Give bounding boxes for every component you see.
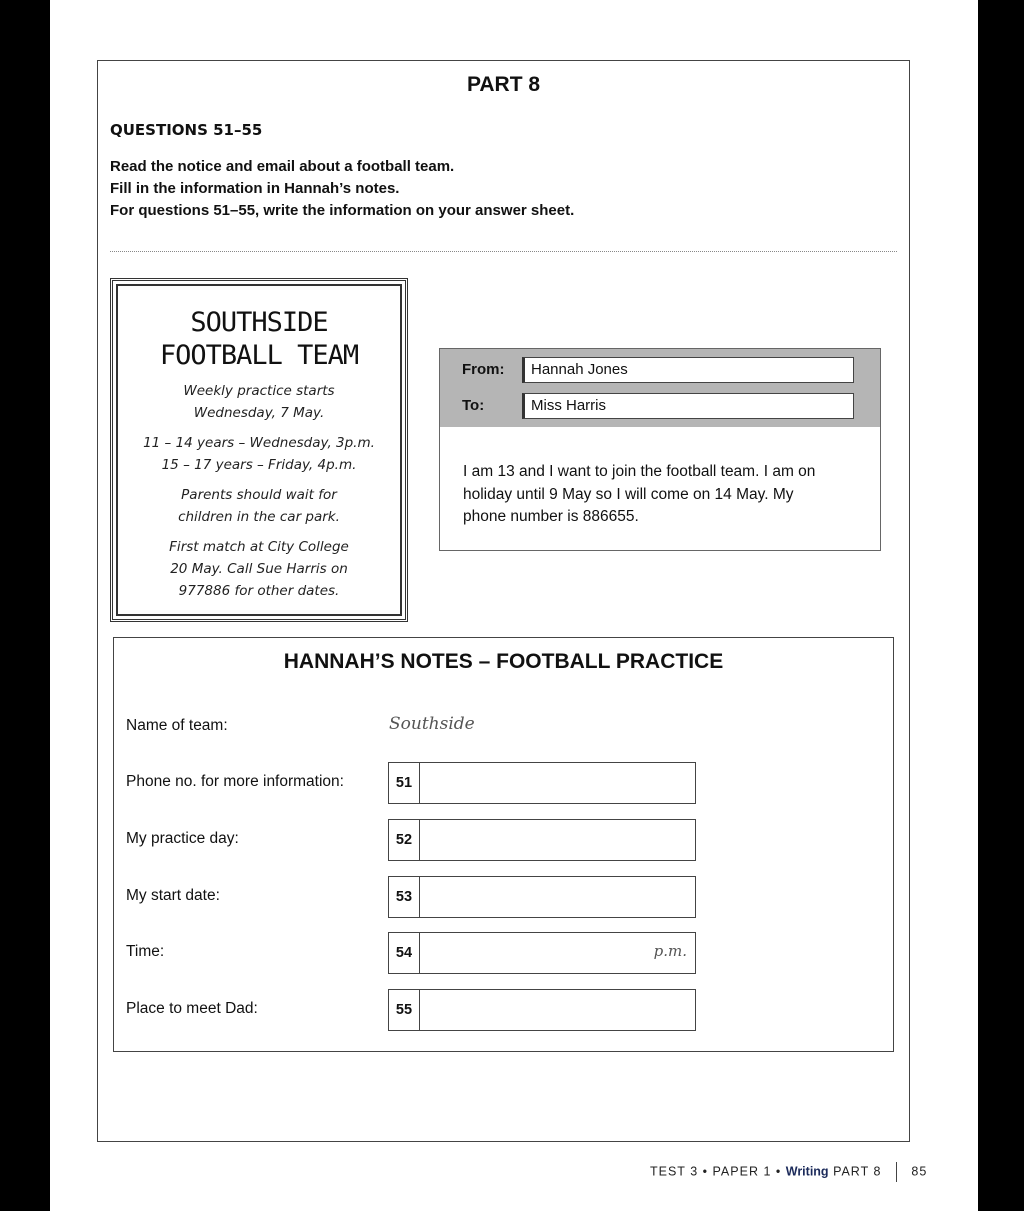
notes-title: HANNAH’S NOTES – FOOTBALL PRACTICE (283, 650, 724, 673)
notice-title: SOUTHSIDE FOOTBALL TEAM (159, 307, 359, 371)
notice-paragraph: First match at City College 20 May. Call Sue Harris on 977886 for other dates. (169, 539, 349, 599)
from-value: Hannah Jones (522, 357, 854, 383)
page-number: 85 (911, 1164, 928, 1179)
instructions (110, 156, 574, 222)
example-answer: Southside (389, 714, 475, 734)
question-frame (97, 60, 910, 1142)
answer-box-52[interactable] (388, 819, 696, 861)
note-row (126, 989, 726, 1031)
footer-part: PART 8 (833, 1164, 882, 1179)
note-label: Phone no. for more information: (126, 773, 344, 790)
footer-test: TEST 3 (650, 1164, 699, 1179)
football-notice (110, 278, 408, 622)
footer-paper: PAPER 1 (712, 1164, 772, 1179)
note-label: Name of team: (126, 717, 228, 734)
note-label: My practice day: (126, 830, 239, 847)
answer-suffix: p.m. (653, 942, 687, 960)
exam-page (50, 0, 978, 1211)
part-title: PART 8 (466, 73, 541, 96)
note-row (126, 819, 726, 861)
dotted-divider (110, 251, 897, 252)
instruction-line: Read the notice and email about a football team. (110, 158, 455, 175)
instruction-line: For questions 51–55, write the information on your answer sheet. (110, 202, 575, 219)
note-label: My start date: (126, 887, 220, 904)
hannahs-notes (113, 637, 894, 1052)
email-header (440, 349, 880, 427)
answer-box-53[interactable] (388, 876, 696, 918)
notice-paragraph: 11 – 14 years – Wednesday, 3p.m. 15 – 17 years – Friday, 4p.m. (143, 435, 375, 473)
answer-box-55[interactable] (388, 989, 696, 1031)
question-number: 53 (389, 877, 420, 917)
instruction-line: Fill in the information in Hannah’s notes. (110, 180, 400, 197)
email-body: I am 13 and I want to join the football team. I am on holiday until 9 May so I will come on 14 May. My phone number is 886655. (463, 463, 816, 525)
to-value: Miss Harris (522, 393, 854, 419)
email-box (439, 348, 881, 551)
bullet-icon: • (775, 1164, 782, 1179)
notice-paragraph: Weekly practice starts Wednesday, 7 May. (183, 383, 335, 421)
email-to-row (440, 393, 880, 419)
questions-heading: QUESTIONS 51–55 (110, 121, 263, 139)
question-number: 55 (389, 990, 420, 1030)
example-row (126, 706, 726, 748)
note-row (126, 932, 726, 974)
question-number: 54 (389, 933, 420, 973)
note-label: Place to meet Dad: (126, 1000, 258, 1017)
footer-writing: Writing (785, 1164, 829, 1179)
email-from-row (440, 357, 880, 383)
note-row (126, 876, 726, 918)
question-number: 52 (389, 820, 420, 860)
note-label: Time: (126, 943, 165, 960)
footer-divider (896, 1162, 897, 1182)
note-row (126, 762, 726, 804)
answer-box-54[interactable] (388, 932, 696, 974)
from-label: From: (462, 361, 505, 378)
question-number: 51 (389, 763, 420, 803)
answer-box-51[interactable] (388, 762, 696, 804)
page-footer (650, 1162, 927, 1182)
to-label: To: (462, 397, 485, 414)
bullet-icon: • (702, 1164, 709, 1179)
notice-paragraph: Parents should wait for children in the car park. (178, 487, 340, 525)
